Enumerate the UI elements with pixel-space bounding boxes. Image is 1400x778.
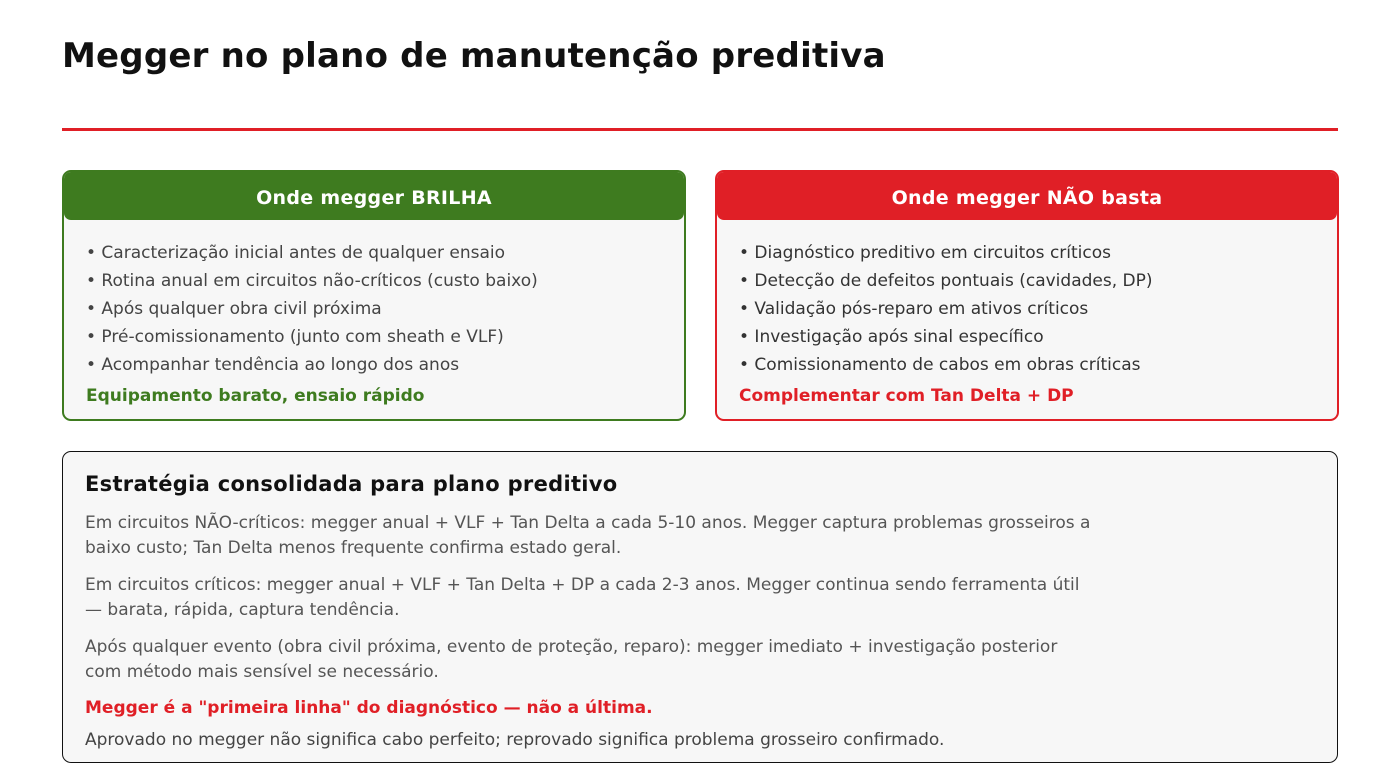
strategy-highlight: Megger é a "primeira linha" do diagnóstico — não a última. [85, 698, 653, 718]
page-title: Megger no plano de manutenção preditiva [62, 36, 886, 76]
list-item: • Pré-comissionamento (junto com sheath e VLF) [86, 327, 504, 347]
strategy-title: Estratégia consolidada para plano preditivo [85, 472, 618, 496]
list-item: • Acompanhar tendência ao longo dos anos [86, 355, 460, 375]
card-header-shines: Onde megger BRILHA [64, 172, 684, 220]
card-footer-shines: Equipamento barato, ensaio rápido [86, 386, 425, 406]
card-footer-insufficient: Complementar com Tan Delta + DP [739, 386, 1074, 406]
title-divider [62, 128, 1338, 131]
card-megger-shines [62, 170, 686, 421]
card-header-insufficient: Onde megger NÃO basta [717, 172, 1337, 220]
list-item: • Detecção de defeitos pontuais (cavidades, DP) [739, 271, 1153, 291]
list-item: • Após qualquer obra civil próxima [86, 299, 382, 319]
list-item: • Validação pós-reparo em ativos críticos [739, 299, 1089, 319]
shines-list [64, 220, 684, 379]
insufficient-list [717, 220, 1337, 379]
list-item: • Caracterização inicial antes de qualquer ensaio [86, 243, 506, 263]
list-item: • Diagnóstico preditivo em circuitos críticos [739, 243, 1111, 263]
strategy-box [62, 451, 1338, 763]
list-item: • Rotina anual em circuitos não-críticos (custo baixo) [86, 271, 538, 291]
strategy-paragraph-after-event: Após qualquer evento (obra civil próxima, evento de proteção, reparo): megger imediato + investigação posterior com método mais sensível se necessário. [85, 637, 1058, 682]
list-item: • Investigação após sinal específico [739, 327, 1044, 347]
strategy-closing: Aprovado no megger não significa cabo perfeito; reprovado significa problema grosseiro confirmado. [85, 730, 945, 750]
list-item: • Comissionamento de cabos em obras críticas [739, 355, 1141, 375]
card-megger-insufficient [715, 170, 1339, 421]
strategy-paragraph-critical: Em circuitos críticos: megger anual + VLF + Tan Delta + DP a cada 2-3 anos. Megger continua sendo ferramenta útil — barata, rápida, captura tendência. [85, 575, 1080, 620]
strategy-paragraph-non-critical: Em circuitos NÃO-críticos: megger anual + VLF + Tan Delta a cada 5-10 anos. Megger captura problemas grosseiros a baixo custo; Tan Delta menos frequente confirma estado geral. [85, 513, 1091, 558]
